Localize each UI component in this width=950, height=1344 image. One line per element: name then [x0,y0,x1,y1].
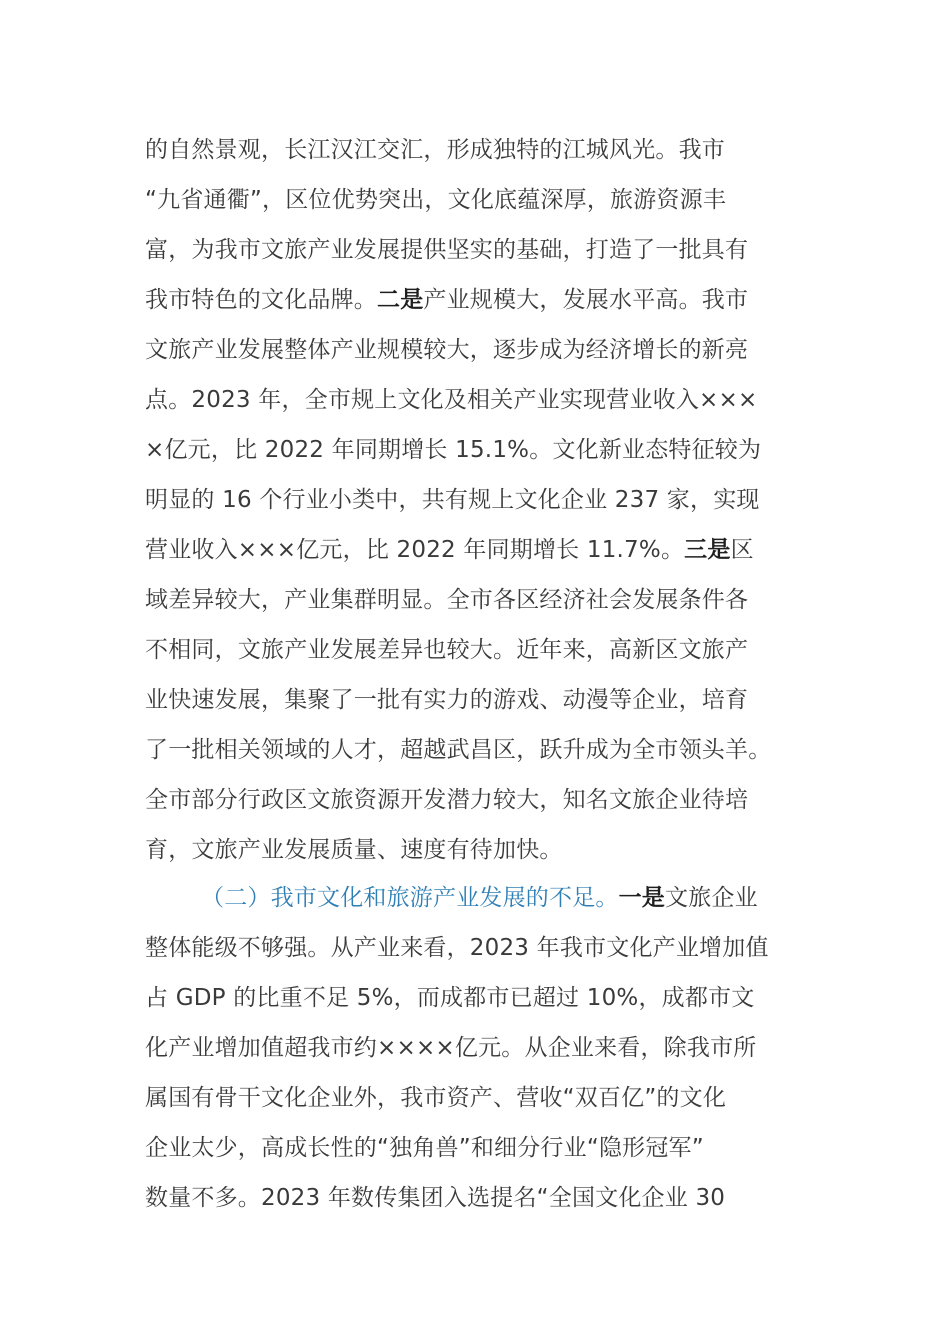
paragraph-shortcomings [145,873,810,1223]
text-line [145,125,810,175]
text-line [145,1023,810,1073]
text-segment: 整体能级不够强。从产业来看，2023 年我市文化产业增加值 [145,935,769,961]
bold-keyword: 二是 [377,287,424,313]
text-segment: 属国有骨干文化企业外，我市资产、营收“双百亿”的文化 [145,1085,727,1111]
text-line [145,325,810,375]
text-line [145,575,810,625]
text-line [145,175,810,225]
text-segment: ×亿元，比 2022 年同期增长 15.1%。文化新业态特征较为 [145,437,762,463]
text-segment: 化产业增加值超我市约××××亿元。从企业来看，除我市所 [145,1035,757,1061]
text-line [145,873,810,923]
text-segment: 文旅产业发展整体产业规模较大，逐步成为经济增长的新亮 [145,337,749,363]
text-segment: 我市特色的文化品牌。 [145,287,377,313]
text-line [145,923,810,973]
text-line [145,725,810,775]
text-line [145,1073,810,1123]
text-segment: 明显的 16 个行业小类中，共有规上文化企业 237 家，实现 [145,487,760,513]
text-segment: 点。2023 年，全市规上文化及相关产业实现营业收入××× [145,387,758,413]
text-segment: 全市部分行政区文旅资源开发潜力较大，知名文旅企业待培 [145,787,749,813]
text-segment: 文旅企业 [665,885,758,911]
text-segment: 产业规模大，发展水平高。我市 [423,287,749,313]
text-line [145,973,810,1023]
section-heading: （二）我市文化和旅游产业发展的不足。 [201,885,619,911]
text-line [145,375,810,425]
text-line [145,625,810,675]
text-segment: 业快速发展，集聚了一批有实力的游戏、动漫等企业，培育 [145,687,749,713]
text-segment: 的自然景观，长江汉江交汇，形成独特的江城风光。我市 [145,137,725,163]
bold-keyword: 一是 [618,885,666,911]
text-line [145,525,810,575]
text-segment: 占 GDP 的比重不足 5%，而成都市已超过 10%，成都市文 [145,985,755,1011]
bold-keyword: 三是 [684,537,731,563]
text-line [145,225,810,275]
text-segment: 营业收入×××亿元，比 2022 年同期增长 11.7%。 [145,537,685,563]
text-line [145,1173,810,1223]
text-line [145,1123,810,1173]
text-segment: 区 [730,537,754,563]
text-segment: 育，文旅产业发展质量、速度有待加快。 [145,837,563,863]
paragraph-achievements [145,125,810,875]
text-segment: 企业太少，高成长性的“独角兽”和细分行业“隐形冠军” [145,1135,704,1161]
text-line [145,675,810,725]
text-segment: 不相同，文旅产业发展差异也较大。近年来，高新区文旅产 [145,637,749,663]
text-line [145,425,810,475]
text-segment: 数量不多。2023 年数传集团入选提名“全国文化企业 30 [145,1185,726,1211]
text-segment: 富，为我市文旅产业发展提供坚实的基础，打造了一批具有 [145,237,749,263]
text-line [145,275,810,325]
text-segment: 域差异较大，产业集群明显。全市各区经济社会发展条件各 [145,587,749,613]
text-line [145,475,810,525]
text-segment: “九省通衢”，区位优势突出，文化底蕴深厚，旅游资源丰 [145,187,727,213]
text-line [145,825,810,875]
text-line [145,775,810,825]
text-segment: 了一批相关领域的人才，超越武昌区，跃升成为全市领头羊。 [145,737,772,763]
